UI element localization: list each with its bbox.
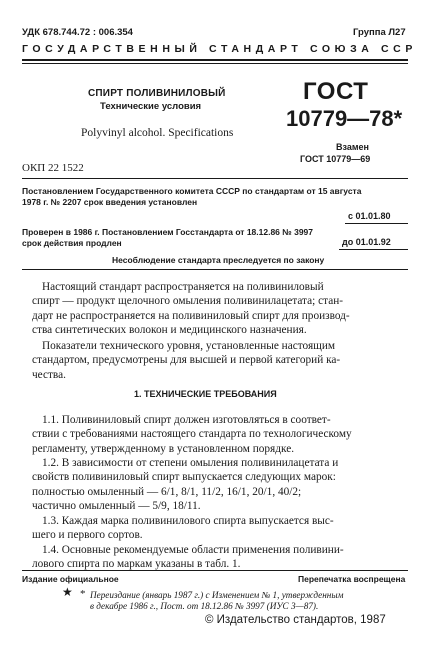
reprint-prohibited-label: Перепечатка воспрещена xyxy=(298,574,406,584)
text-line: чества. xyxy=(32,368,66,381)
copyright: © Издательство стандартов, 1987 xyxy=(205,614,386,626)
replaces-label: Взамен xyxy=(336,142,369,152)
resolution-date-from-rule xyxy=(345,223,408,224)
text-line: шего и первого сортов. xyxy=(32,529,143,542)
resolution-line-2: 1978 г. № 2207 срок введения установлен xyxy=(22,197,198,207)
product-name-english: Polyvinyl alcohol. Specifications xyxy=(81,127,234,139)
udk-code: УДК 678.744.72 : 006.354 xyxy=(22,27,133,38)
official-edition-label: Издание официальное xyxy=(22,574,119,584)
product-name: СПИРТ ПОЛИВИНИЛОВЫЙ xyxy=(88,88,226,99)
resolution-line-3: Проверен в 1986 г. Постановлением Госстандарта от 18.12.86 № 3997 xyxy=(22,227,314,237)
text-line: 1.2. В зависимости от степени омыления поливинилацетата и xyxy=(42,457,339,469)
clause-1-4 xyxy=(32,543,398,572)
resolution-date-to-rule xyxy=(339,249,408,250)
clause-1-3 xyxy=(32,514,398,543)
resolution-rule xyxy=(22,269,408,270)
footer-rule xyxy=(22,570,408,571)
text-line: лового спирта по маркам указаны в табл. 1. xyxy=(32,558,241,571)
text-line: частично омыленный — 5/9, 18/11. xyxy=(32,499,201,512)
text-line: ства синтетических волокон и медицинского назначения. xyxy=(32,323,307,336)
text-line: 1.4. Основные рекомендуемые области применения поливини- xyxy=(42,544,344,556)
resolution-date-to: до 01.01.92 xyxy=(342,237,391,247)
footnote-asterisk: * xyxy=(80,588,86,600)
resolution-date-from: с 01.01.80 xyxy=(348,211,391,221)
replaces-number: ГОСТ 10779—69 xyxy=(300,154,371,164)
okp-code: ОКП 22 1522 xyxy=(22,162,84,174)
text-line: дарт не распространяется на поливиниловый спирт для производ- xyxy=(32,309,350,322)
text-line: 1.1. Поливиниловый спирт должен изготовляться в соответ- xyxy=(42,414,331,426)
clause-1-2 xyxy=(32,456,398,513)
clause-1-1 xyxy=(32,413,398,456)
star-icon: ★ xyxy=(62,585,73,599)
header-rule-bottom xyxy=(22,63,408,64)
text-line: полностью омыленный — 6/1, 8/1, 11/2, 16/1, 20/1, 40/2; xyxy=(32,485,302,498)
text-line: спирт — продукт щелочного омыления поливинилацетата; стан- xyxy=(32,295,344,308)
republication-note-line-2: в декабре 1986 г., Пост. от 18.12.86 № 3997 (ИУС 3—87). xyxy=(90,601,319,611)
text-line: свойств поливиниловый спирт выпускается следующих марок: xyxy=(32,471,336,484)
gost-label: ГОСТ xyxy=(303,78,369,105)
gost-number: 10779—78* xyxy=(286,106,403,131)
title-rule xyxy=(22,178,408,179)
text-line: Показатели технического уровня, установленные настоящим xyxy=(42,340,336,352)
text-line: Настоящий стандарт распространяется на поливиниловый xyxy=(42,281,324,293)
text-line: стандартом, предусмотрены для высшей и первой категорий ка- xyxy=(32,354,341,367)
group-code: Группа Л27 xyxy=(353,27,406,38)
section-heading: 1. ТЕХНИЧЕСКИЕ ТРЕБОВАНИЯ xyxy=(134,389,277,399)
product-subtitle: Технические условия xyxy=(100,101,202,112)
intro-paragraph-2 xyxy=(32,339,398,382)
header-rule-top xyxy=(22,59,408,61)
text-line: ствии с требованиями настоящего стандарта по технологическому xyxy=(32,428,352,441)
text-line: 1.3. Каждая марка поливинилового спирта выпускается выс- xyxy=(42,515,334,527)
text-line: регламенту, утвержденному в установленном порядке. xyxy=(32,442,295,455)
legal-notice: Несоблюдение стандарта преследуется по закону xyxy=(112,255,325,265)
republication-note-line-1: Переиздание (январь 1987 г.) с Изменением № 1, утвержденным xyxy=(90,590,344,600)
resolution-line-1: Постановлением Государственного комитета СССР по стандартам от 15 августа xyxy=(22,186,362,196)
intro-paragraph-1 xyxy=(32,280,398,337)
standard-title: ГОСУДАРСТВЕННЫЙ СТАНДАРТ СОЮЗА ССР xyxy=(22,43,417,55)
resolution-line-4: срок действия продлен xyxy=(22,238,122,248)
